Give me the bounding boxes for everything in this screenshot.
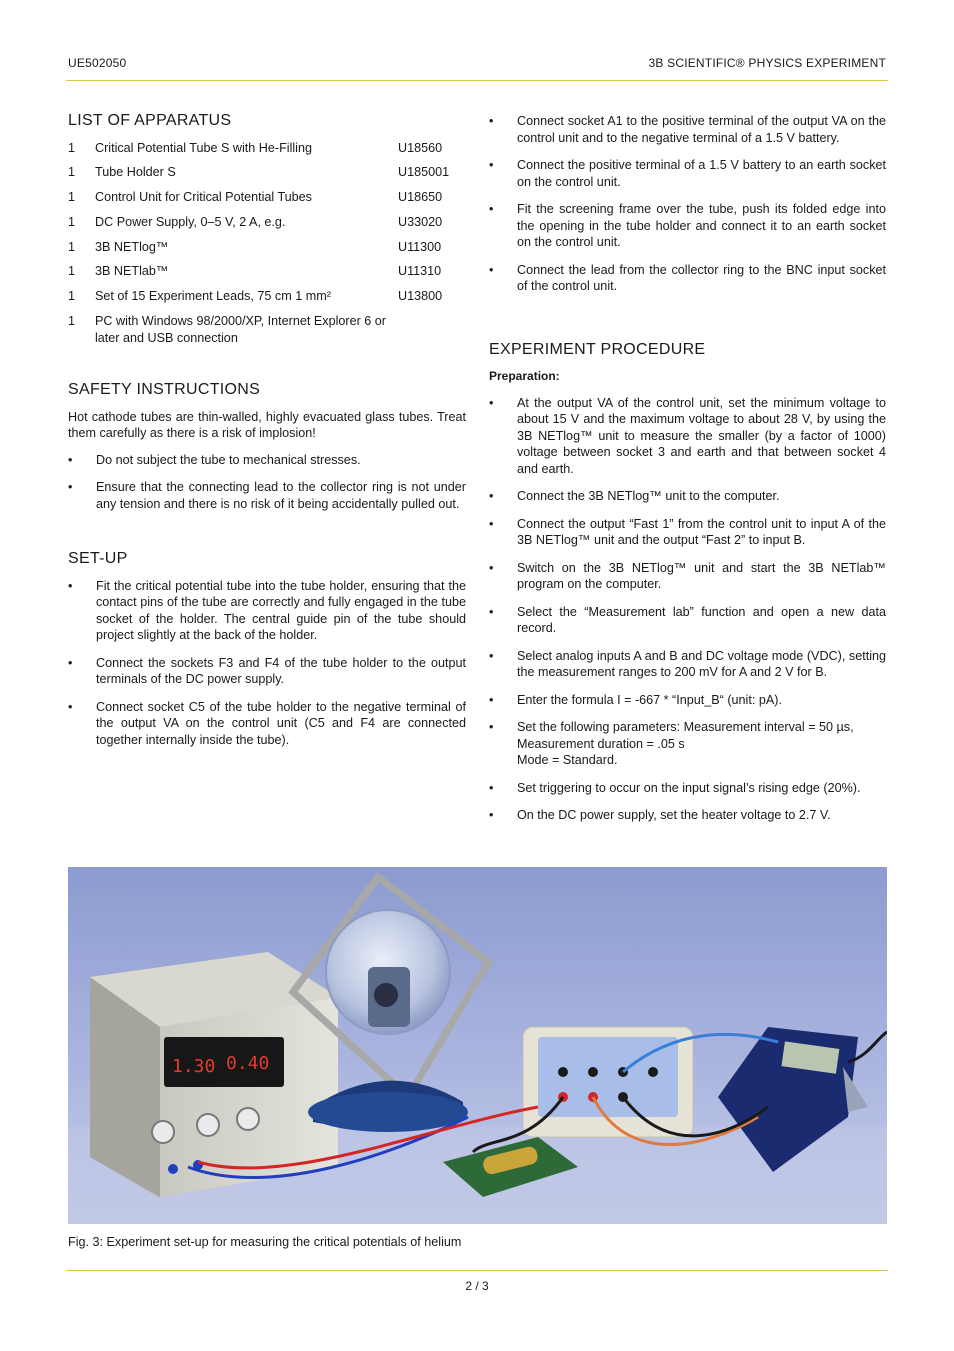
apparatus-row: 1 Set of 15 Experiment Leads, 75 cm 1 mm² U13800	[68, 289, 443, 304]
header-rule	[66, 80, 888, 81]
list-item: • Connect socket A1 to the positive terminal of the output VA on the control unit and to the negative terminal of a 1.5 V battery.	[489, 113, 886, 146]
list-item: • Ensure that the connecting lead to the collector ring is not under any tension and there is no risk of it being accidentally pulled out.	[68, 479, 466, 512]
list-item: • Do not subject the tube to mechanical stresses.	[68, 452, 466, 469]
apparatus-row: 1 3B NETlab™ U11310	[68, 264, 442, 279]
safety-heading: SAFETY INSTRUCTIONS	[68, 381, 261, 399]
psu-display-voltage: 0.40	[226, 1053, 270, 1074]
list-item: • Fit the screening frame over the tube, push its folded edge into the opening in the tube holder and connect it to an earth socket on the control unit.	[489, 201, 886, 251]
experiment-setup-photo	[68, 867, 887, 1224]
list-item: • On the DC power supply, set the heater voltage to 2.7 V.	[489, 807, 886, 824]
list-item: • Connect the 3B NETlog™ unit to the computer.	[489, 488, 886, 505]
safety-intro: Hot cathode tubes are thin-walled, highly evacuated glass tubes. Treat them carefully as there is a risk of implosion!	[68, 409, 466, 441]
procedure-list	[489, 395, 886, 824]
list-item: • Connect socket C5 of the tube holder to the negative terminal of the output VA on the control unit (C5 and F4 are connected together internally inside the tube).	[68, 699, 466, 749]
list-item: • Enter the formula I = -667 * “Input_B“ (unit: pA).	[489, 692, 886, 709]
list-item: • Connect the lead from the collector ring to the BNC input socket of the control unit.	[489, 262, 886, 295]
page-number: 2 / 3	[465, 1279, 489, 1293]
document-id: UE502050	[68, 56, 127, 70]
left-column	[68, 113, 466, 759]
dc-power-supply	[90, 952, 338, 1197]
figure-caption: Fig. 3: Experiment set-up for measuring the critical potentials of helium	[68, 1235, 462, 1249]
list-item: • Fit the critical potential tube into the tube holder, ensuring that the contact pins of the tube are correctly and fully engaged in the tube socket of the holder. The central guide pin of the tube should project slightly at the back of the holder.	[68, 578, 466, 644]
preparation-subheading: Preparation:	[489, 369, 560, 383]
psu-display-current: 1.30	[172, 1056, 216, 1077]
list-item: • Connect the sockets F3 and F4 of the tube holder to the output terminals of the DC power supply.	[68, 655, 466, 688]
setup-heading: SET-UP	[68, 550, 128, 568]
right-column	[489, 113, 886, 835]
list-item: • Select the “Measurement lab” function and open a new data record.	[489, 604, 886, 637]
setup-list-continued	[489, 113, 886, 295]
procedure-heading: EXPERIMENT PROCEDURE	[489, 340, 706, 358]
apparatus-row: 1 Critical Potential Tube S with He-Filling U18560	[68, 140, 443, 155]
apparatus-row: 1 DC Power Supply, 0–5 V, 2 A, e.g. U33020	[68, 214, 443, 229]
safety-list	[68, 452, 466, 513]
list-item: • Set triggering to occur on the input signal’s rising edge (20%).	[489, 780, 886, 797]
apparatus-row: 1 3B NETlog™ U11300	[68, 239, 442, 254]
list-item: • Set the following parameters: Measurement interval = 50 µs, Measurement duration = .05 s Mode = Standard.	[489, 719, 886, 769]
list-item: • Select analog inputs A and B and DC voltage mode (VDC), setting the measurement ranges to 200 mV for A and 2 V for B.	[489, 648, 886, 681]
apparatus-row: 1 Tube Holder S U185001	[68, 165, 450, 180]
list-item: • Connect the positive terminal of a 1.5 V battery to an earth socket on the control unit.	[489, 157, 886, 190]
list-item: • Connect the output “Fast 1” from the control unit to input A of the 3B NETlog™ unit and the output “Fast 2” to input B.	[489, 516, 886, 549]
footer-rule	[66, 1270, 888, 1271]
setup-list	[68, 578, 466, 749]
publisher-title: 3B SCIENTIFIC® PHYSICS EXPERIMENT	[648, 56, 886, 70]
apparatus-row: 1 PC with Windows 98/2000/XP, Internet Explorer 6 or later and USB connection	[68, 314, 386, 345]
apparatus-list	[68, 140, 466, 347]
list-item: • At the output VA of the control unit, set the minimum voltage to about 15 V and the maximum voltage to about 28 V, by using the 3B NETlog™ unit to measure the smaller (by a factor of 1000) voltage between socket 3 and earth and that between socket 4 and earth.	[489, 395, 886, 478]
apparatus-heading: LIST OF APPARATUS	[68, 112, 232, 129]
list-item: • Switch on the 3B NETlog™ unit and start the 3B NETlab™ program on the computer.	[489, 560, 886, 593]
apparatus-row: 1 Control Unit for Critical Potential Tubes U18650	[68, 190, 443, 205]
